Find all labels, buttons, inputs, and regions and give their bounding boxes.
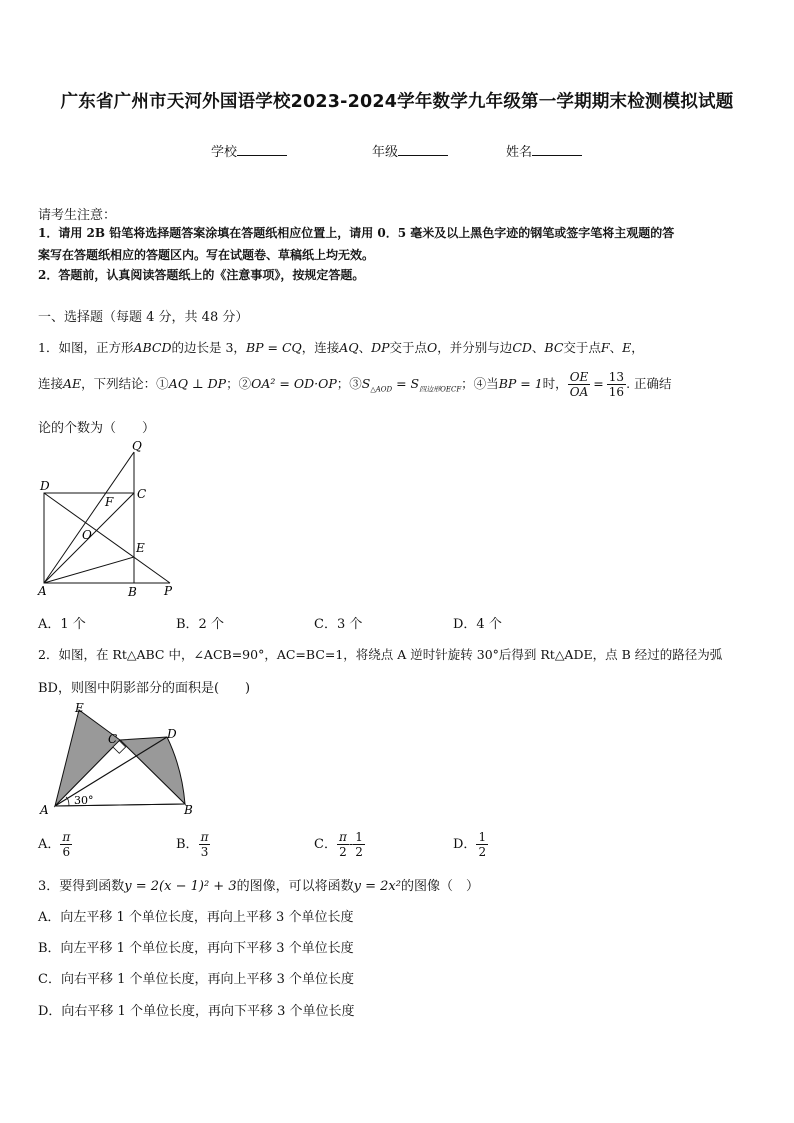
q2-frac-num: 1 — [478, 830, 487, 844]
q1-label-f: F — [105, 495, 114, 509]
q3-option-c[interactable]: C．向右平移 1 个单位长度，再向上平移 3 个单位长度 — [38, 972, 355, 987]
q1-text: 连接 — [38, 376, 64, 391]
q2-option-c[interactable] — [314, 830, 365, 859]
q1-dp: DP — [371, 340, 390, 355]
q1-sub-quad: 四边形OECF — [419, 385, 462, 394]
q2-option-c-minus: - — [348, 837, 354, 852]
notice-item-2: 2．答题前，认真阅读答题纸上的《注意事项》，按规定答题。 — [38, 268, 365, 282]
q2-frac-den: 6 — [62, 845, 71, 859]
q1-eq: = — [593, 376, 604, 391]
section-heading: 一、选择题（每题 4 分，共 48 分） — [38, 310, 249, 325]
q3-function-2: y = 2x² — [353, 879, 401, 894]
q1-text: 的边长是 3， — [171, 340, 246, 355]
q1-o: O — [427, 340, 438, 355]
q2-figure — [36, 700, 196, 818]
q2-option-d[interactable] — [453, 830, 488, 859]
q2-frac-num: π — [200, 830, 209, 844]
q3-option-a[interactable]: A．向左平移 1 个单位长度，再向上平移 3 个单位长度 — [38, 910, 354, 925]
q1-frac-num: 13 — [608, 370, 625, 384]
q1-option-b[interactable]: B．2 个 — [176, 617, 224, 632]
q3-option-b[interactable]: B．向左平移 1 个单位长度，再向下平移 3 个单位长度 — [38, 941, 354, 956]
q1-line-2 — [38, 370, 672, 399]
q2-option-d-letter: D． — [453, 837, 477, 852]
q1-text: 1．如图，正方形 — [38, 340, 134, 355]
q1-sub-aod: △AOD — [370, 385, 393, 394]
q1-text: ；② — [226, 376, 252, 391]
q1-label-c: C — [137, 487, 147, 501]
q1-label-b: B — [128, 585, 137, 599]
q2-frac-num: π — [338, 830, 347, 844]
grade-field[interactable] — [372, 141, 448, 160]
q1-text: ，并分别与边 — [437, 340, 513, 355]
q2-frac-den: 3 — [200, 845, 209, 859]
q2-frac-den: 2 — [339, 845, 347, 859]
school-blank[interactable] — [237, 143, 287, 156]
q1-line-1 — [38, 338, 644, 356]
school-field[interactable] — [211, 141, 287, 160]
q1-ae: AE — [63, 376, 82, 391]
q2-option-a-frac — [60, 830, 72, 859]
grade-label: 年级 — [372, 145, 399, 160]
q1-text: 交于点 — [563, 340, 601, 355]
q2-label-a: A — [40, 803, 49, 817]
q3-text: 的图像（ ） — [400, 879, 479, 894]
q1-option-c[interactable]: C．3 个 — [314, 617, 363, 632]
q2-label-b: B — [184, 803, 193, 817]
q1-text: ，连接 — [301, 340, 340, 355]
q2-label-c: C — [108, 732, 118, 746]
page-title: 广东省广州市天河外国语学校2023-2024学年数学九年级第一学期期末检测模拟试题 — [60, 92, 734, 112]
q1-text: ；④当 — [461, 376, 499, 391]
q2-option-d-frac — [476, 830, 488, 859]
q1-conclusion-1: AQ ⊥ DP — [168, 376, 227, 391]
q1-frac-oe-oa — [568, 370, 591, 399]
q2-option-a[interactable] — [38, 830, 72, 859]
q1-cd: CD — [512, 340, 532, 355]
q1-f: F — [600, 340, 610, 355]
q2-line-1: 2．如图，在 Rt△ABC 中，∠ACB=90°，AC=BC=1，将绕点 A 逆时针旋转 30°后得到 Rt△ADE，点 B 经过的路径为弧 — [38, 647, 723, 662]
q1-label-q: Q — [132, 440, 142, 453]
q1-frac-num: OE — [569, 370, 589, 384]
name-label: 姓名 — [506, 145, 533, 160]
q1-frac-13-16 — [607, 370, 626, 399]
q1-s: S — [361, 376, 371, 391]
notice-item-1-line-2: 案写在答题纸相应的答题区内。写在试题卷、草稿纸上均无效。 — [38, 248, 375, 262]
q3-option-d[interactable]: D．向右平移 1 个单位长度，再向下平移 3 个单位长度 — [38, 1004, 355, 1019]
q1-frac-den: 16 — [608, 385, 625, 399]
q1-abcd: ABCD — [133, 340, 172, 355]
q1-s-eq: = S — [392, 376, 420, 391]
q1-label-e: E — [136, 541, 145, 555]
q1-text: 、 — [358, 340, 372, 355]
q1-text: ， — [631, 340, 644, 355]
q1-option-a[interactable]: A．1 个 — [38, 617, 86, 632]
q2-option-b-frac — [199, 830, 211, 859]
q3-text: 的图像，可以将函数 — [236, 879, 354, 894]
q2-option-b[interactable] — [176, 830, 210, 859]
q2-frac-num: π — [62, 830, 71, 844]
q1-label-a: A — [38, 584, 47, 598]
q3-function-1: y = 2(x − 1)² + 3 — [124, 879, 237, 894]
q2-option-b-letter: B． — [176, 837, 199, 852]
q1-text: ；③ — [336, 376, 362, 391]
q1-text: 、 — [531, 340, 545, 355]
q1-option-d[interactable]: D．4 个 — [453, 617, 502, 632]
q1-text: . 正确结 — [626, 376, 672, 391]
q2-frac-den: 2 — [478, 845, 487, 859]
q2-option-c-letter: C． — [314, 837, 337, 852]
q1-e: E — [622, 340, 632, 355]
q3-line-1 — [38, 875, 479, 894]
name-blank[interactable] — [532, 143, 582, 156]
q2-label-d: D — [167, 727, 177, 741]
q1-bp-cq: BP = CQ — [245, 340, 302, 355]
notice-heading: 请考生注意： — [38, 208, 117, 223]
q1-conclusion-3 — [361, 376, 462, 394]
q3-text: 3．要得到函数 — [38, 879, 125, 894]
q1-bc: BC — [544, 340, 564, 355]
q1-label-d: D — [40, 479, 50, 493]
q2-frac-num: 1 — [355, 830, 363, 844]
q1-text: 时， — [542, 376, 568, 391]
name-field[interactable] — [506, 141, 582, 160]
q1-line-3: 论的个数为（ ） — [38, 421, 156, 436]
q2-angle-label: 30° — [74, 794, 94, 807]
q2-label-e: E — [75, 701, 84, 715]
q1-text: 交于点 — [389, 340, 428, 355]
q1-line-aq — [44, 452, 134, 583]
q2-frac-den: 2 — [355, 845, 363, 859]
q2-option-c-frac-2 — [353, 830, 365, 859]
q1-conclusion-4: BP = 1 — [498, 376, 543, 391]
q1-text: ，下列结论：① — [81, 376, 169, 391]
q1-frac-den: OA — [569, 385, 589, 399]
q2-option-c-frac-1 — [337, 830, 349, 859]
q1-aq: AQ — [339, 340, 359, 355]
q2-line-2: BD，则图中阴影部分的面积是( ) — [38, 681, 251, 696]
q1-conclusion-2: OA² = OD·OP — [251, 376, 337, 391]
q1-label-o: O — [82, 528, 92, 542]
q2-option-a-letter: A． — [38, 837, 61, 852]
notice-item-1-line-1: 1．请用 2B 铅笔将选择题答案涂填在答题纸相应位置上，请用 0．5 毫米及以上黑色字迹的钢笔或签字笔将主观题的答 — [38, 226, 675, 240]
grade-blank[interactable] — [398, 143, 448, 156]
q1-text: 、 — [609, 340, 623, 355]
q1-label-p: P — [164, 584, 173, 598]
school-label: 学校 — [211, 145, 238, 160]
q1-figure — [32, 440, 192, 600]
